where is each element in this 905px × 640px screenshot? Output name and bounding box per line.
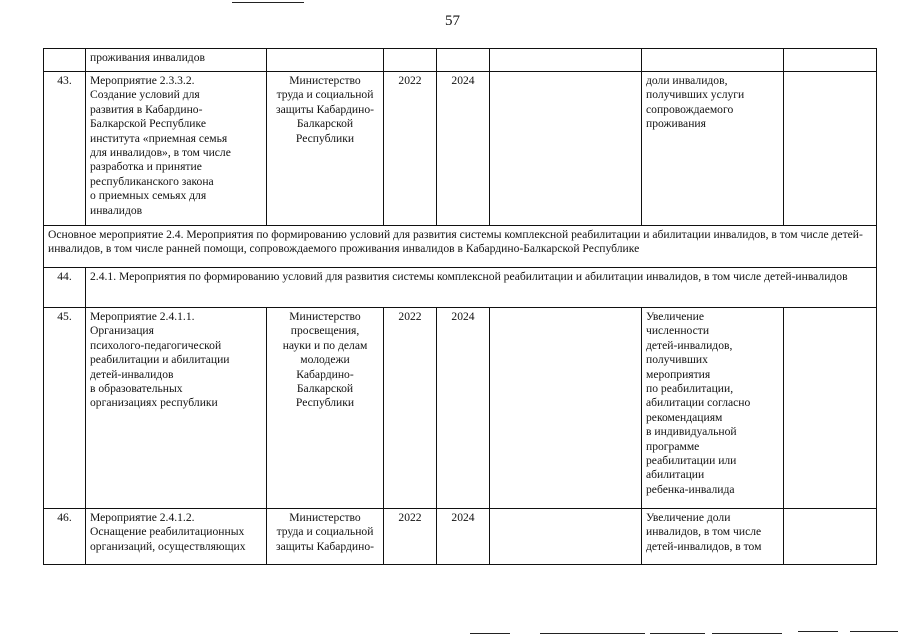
start-year: 2022 [384, 308, 437, 509]
empty-cell [784, 509, 877, 565]
event-name: Мероприятие 2.3.3.2. Создание условий для развития в Кабардино- Балкарской Республике института «приемная семья для инвалидов», в том числе разработка и принятие республиканского закона о приемных семьях для инвалидов [86, 72, 267, 226]
start-year: 2022 [384, 72, 437, 226]
page-number: 57 [445, 13, 460, 29]
empty-cell [490, 49, 642, 72]
table-row [44, 226, 877, 268]
section-heading: 2.4.1. Мероприятия по формированию условий для развития системы комплексной реабилитации и абилитации инвалидов, в том числе детей-инвалидов [86, 268, 877, 308]
table-row [44, 509, 877, 565]
scan-artifact-bottom [650, 633, 705, 634]
table-row [44, 49, 877, 72]
executor: Министерство труда и социальной защиты Кабардино- Балкарской Республики [267, 72, 384, 226]
program-table [43, 48, 877, 565]
start-year [384, 49, 437, 72]
event-name: Мероприятие 2.4.1.1. Организация психолого-педагогической реабилитации и абилитации детей-инвалидов в образовательных организациях республики [86, 308, 267, 509]
end-year: 2024 [437, 72, 490, 226]
scan-artifact-top [232, 2, 304, 3]
indicator: Увеличение численности детей-инвалидов, получивших мероприятия по реабилитации, абилитации согласно рекомендациям в индивидуальной программе реабилитации или абилитации ребенка-инвалида [642, 308, 784, 509]
row-number: 44. [44, 268, 86, 308]
executor: Министерство труда и социальной защиты Кабардино- [267, 509, 384, 565]
scan-artifact-bottom [470, 633, 510, 634]
scan-artifact-bottom [540, 633, 645, 634]
empty-cell [784, 72, 877, 226]
table-row [44, 308, 877, 509]
empty-cell [490, 509, 642, 565]
scan-artifact-bottom [850, 631, 898, 632]
main-event-heading: Основное мероприятие 2.4. Мероприятия по формированию условий для развития системы комплексной реабилитации и абилитации инвалидов, в том числе детей-инвалидов, в том числе ранней помощи, сопровождаемого проживания инвалидов в Кабардино-Балкарской Республике [44, 226, 877, 268]
executor [267, 49, 384, 72]
scan-artifact-bottom [798, 631, 838, 632]
table-row [44, 268, 877, 308]
row-number: 46. [44, 509, 86, 565]
empty-cell [490, 72, 642, 226]
indicator: доли инвалидов, получивших услуги сопровождаемого проживания [642, 72, 784, 226]
row-number [44, 49, 86, 72]
scan-artifact-bottom [712, 633, 782, 634]
executor: Министерство просвещения, науки и по делам молодежи Кабардино- Балкарской Республики [267, 308, 384, 509]
end-year [437, 49, 490, 72]
end-year: 2024 [437, 308, 490, 509]
end-year: 2024 [437, 509, 490, 565]
empty-cell [490, 308, 642, 509]
empty-cell [784, 308, 877, 509]
row-number: 43. [44, 72, 86, 226]
start-year: 2022 [384, 509, 437, 565]
empty-cell [784, 49, 877, 72]
row-number: 45. [44, 308, 86, 509]
indicator [642, 49, 784, 72]
event-name: проживания инвалидов [86, 49, 267, 72]
event-name: Мероприятие 2.4.1.2. Оснащение реабилитационных организаций, осуществляющих [86, 509, 267, 565]
indicator: Увеличение доли инвалидов, в том числе детей-инвалидов, в том [642, 509, 784, 565]
table-row [44, 72, 877, 226]
